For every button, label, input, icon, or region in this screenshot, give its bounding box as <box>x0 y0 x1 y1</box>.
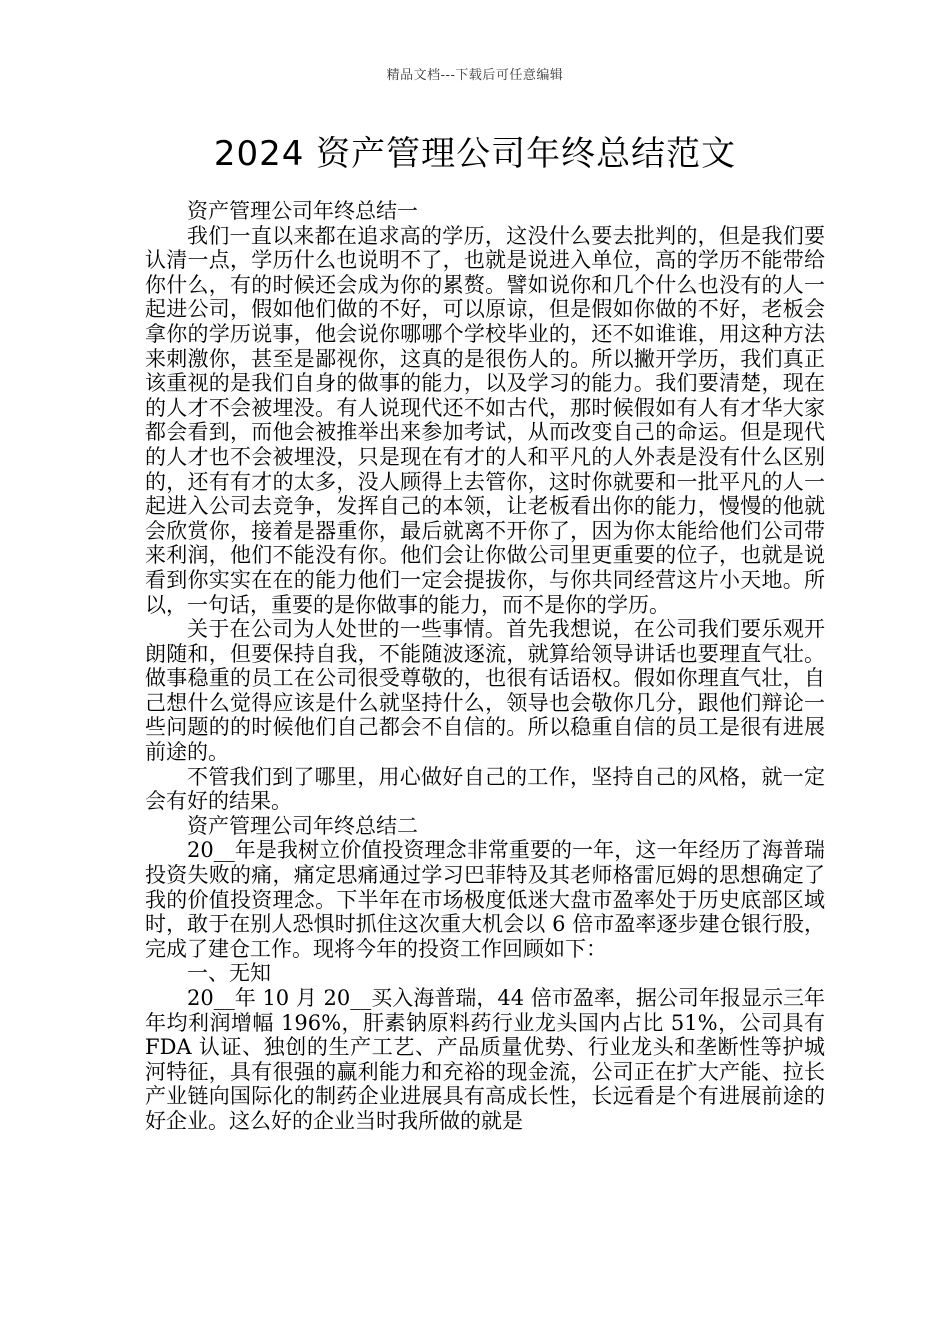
section-heading-2: 资产管理公司年终总结二 <box>187 813 418 838</box>
subheading: 一、无知 <box>187 961 271 986</box>
paragraph: 关于在公司为人处世的一些事情。首先我想说，在公司我们要乐观开朗随和，但要保持自我，不能随波逐流，就算给领导讲话也要理直气壮。做事稳重的员工在公司很受尊敬的，也很有话语权。假如你理直气壮，自己想什么觉得应该是什么就坚持什么，领导也会敬你几分，跟他们辩论一些问题的的时候他们自己都会不自信的。所以稳重自信的员工是很有进展前途的。 <box>145 617 825 765</box>
header-note: 精品文档---下载后可任意编辑 <box>386 68 564 83</box>
paragraph: 20__年是我树立价值投资理念非常重要的一年，这一年经历了海普瑞投资失败的痛，痛定思痛通过学习巴菲特及其老师格雷厄姆的思想确定了我的价值投资理念。下半年在市场极度低迷大盘市盈率处于历史底部区域时，敢于在别人恐惧时抓住这次重大机会以 6 倍市盈率逐步建仓银行股，完成了建仓工作。现将今年的投资工作回顾如下： <box>145 838 825 961</box>
document-title: 2024 资产管理公司年终总结范文 <box>213 134 737 174</box>
paragraph: 不管我们到了哪里，用心做好自己的工作，坚持自己的风格，就一定会有好的结果。 <box>145 764 825 814</box>
document-body <box>145 199 825 1134</box>
section-heading-1: 资产管理公司年终总结一 <box>187 199 418 223</box>
paragraph: 20__年 10 月 20__买入海普瑞，44 倍市盈率，据公司年报显示三年年均利润增幅 196%，肝素钠原料药行业龙头国内占比 51%，公司具有 FDA 认证、独创的生产工艺、产品质量优势、行业龙头和垄断性等护城河特征，具有很强的赢利能力和充裕的现金流，公司正在扩大产能、拉长产业链向国际化的制药企业进展具有高成长性，长远看是个有进展前途的好企业。这么好的企业当时我所做的就是 <box>145 986 825 1133</box>
paragraph: 我们一直以来都在追求高的学历，这没什么要去批判的，但是我们要认清一点，学历什么也说明不了，也就是说进入单位，高的学历不能带给你什么，有的时候还会成为你的累赘。譬如说你和几个什么也没有的人一起进公司，假如他们做的不好，可以原谅，但是假如你做的不好，老板会拿你的学历说事，他会说你哪哪个学校毕业的，还不如谁谁，用这种方法来刺激你，甚至是鄙视你，这真的是很伤人的。所以撇开学历，我们真正该重视的是我们自身的做事的能力，以及学习的能力。我们要清楚，现在的人才不会被埋没。有人说现代还不如古代，那时候假如有人有才华大家都会看到，而他会被推举出来参加考试，从而改变自己的命运。但是现代的人才也不会被埋没，只是现在有才的人和平凡的人外表是没有什么区别的，还有有才的太多，没人顾得上去管你，这时你就要和一批平凡的人一起进入公司去竞争，发挥自己的本领，让老板看出你的能力，慢慢的他就会欣赏你，接着是器重你，最后就离不开你了，因为你太能给他们公司带来利润，他们不能没有你。他们会让你做公司里更重要的位子，也就是说看到你实实在在的能力他们一定会提拔你，与你共同经营这片小天地。所以，一句话，重要的是你做事的能力，而不是你的学历。 <box>145 223 825 617</box>
